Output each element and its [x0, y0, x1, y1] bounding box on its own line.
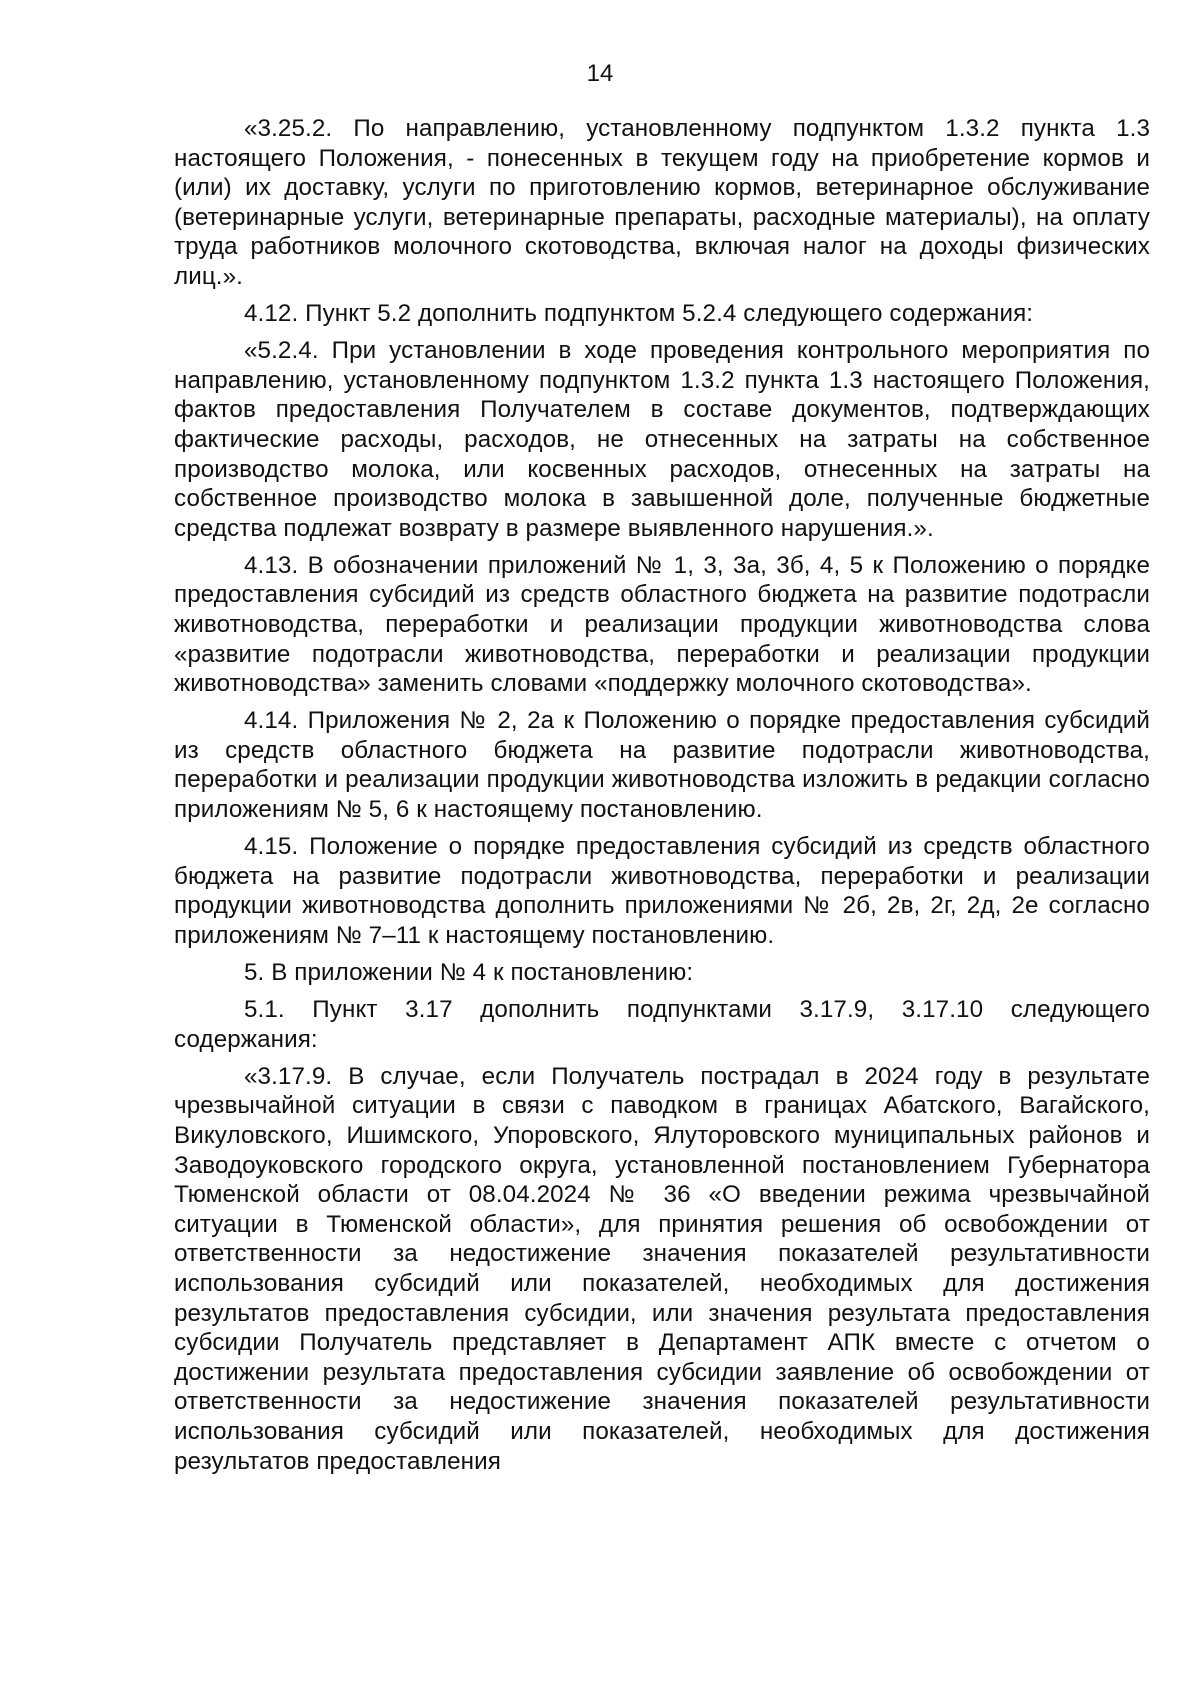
paragraph-4-15: 4.15. Положение о порядке предоставления субсидий из средств областного бюджета на развитие подотрасли животноводства, переработки и реализации продукции животноводства дополнить приложениями № 2б, 2в, 2г, 2д, 2е согласно приложениям № 7–11 к настоящему постановлению.	[174, 833, 1150, 949]
paragraph-5: 5. В приложении № 4 к постановлению:	[244, 959, 694, 987]
paragraph-5-2-4: «5.2.4. При установлении в ходе проведения контрольного мероприятия по направлению, установленному подпунктом 1.3.2 пункта 1.3 настоящего Положения, фактов предоставления Получателем в составе документов, подтверждающих фактические расходы, расходов, не отнесенных на затраты на собственное производство молока, или косвенных расходов, отнесенных на затраты на собственное производство молока в завышенной доле, полученные бюджетные средства подлежат возврату в размере выявленного нарушения.».	[174, 337, 1150, 542]
paragraph-4-14: 4.14. Приложения № 2, 2а к Положению о порядке предоставления субсидий из средств областного бюджета на развитие подотрасли животноводства, переработки и реализации продукции животноводства изложить в редакции согласно приложениям № 5, 6 к настоящему постановлению.	[174, 707, 1150, 824]
paragraph-4-13: 4.13. В обозначении приложений № 1, 3, 3а, 3б, 4, 5 к Положению о порядке предоставления субсидий из средств областного бюджета на развитие подотрасли животноводства, переработки и реализации продукции животноводства слова «развитие подотрасли животноводства, переработки и реализации продукции животноводства» заменить словами «поддержку молочного скотоводства».	[174, 551, 1150, 698]
document-body	[174, 114, 1150, 1476]
paragraph-3-25-2: «3.25.2. По направлению, установленному подпунктом 1.3.2 пункта 1.3 настоящего Положения, - понесенных в текущем году на приобретение кормов и (или) их доставку, услуги по приготовлению кормов, ветеринарное обслуживание (ветеринарные услуги, ветеринарные препараты, расходные материалы), на оплату труда работников молочного скотоводства, включая налог на доходы физических лиц.».	[174, 115, 1150, 290]
page-number: 14	[586, 60, 614, 87]
paragraph-4-12: 4.12. Пункт 5.2 дополнить подпунктом 5.2.4 следующего содержания:	[244, 300, 1034, 328]
paragraph-3-17-9: «3.17.9. В случае, если Получатель пострадал в 2024 году в результате чрезвычайной ситуации в связи с паводком в границах Абатского, Вагайского, Викуловского, Ишимского, Упоровского, Ялуторовского муниципальных районов и Заводоуковского городского округа, установленной постановлением Губернатора Тюменской области от 08.04.2024 № 36 «О введении режима чрезвычайной ситуации в Тюменской области», для принятия решения об освобождении от ответственности за недостижение значения показателей результативности использования субсидий или показателей, необходимых для достижения результатов предоставления субсидии, или значения результата предоставления субсидии Получатель представляет в Департамент АПК вместе с отчетом о достижении результата предоставления субсидии заявление об освобождении от ответственности за недостижение значения показателей результативности использования субсидий или показателей, необходимых для достижения результатов предоставления	[174, 1062, 1150, 1475]
paragraph-5-1: 5.1. Пункт 3.17 дополнить подпунктами 3.17.9, 3.17.10 следующего содержания:	[174, 996, 1150, 1053]
